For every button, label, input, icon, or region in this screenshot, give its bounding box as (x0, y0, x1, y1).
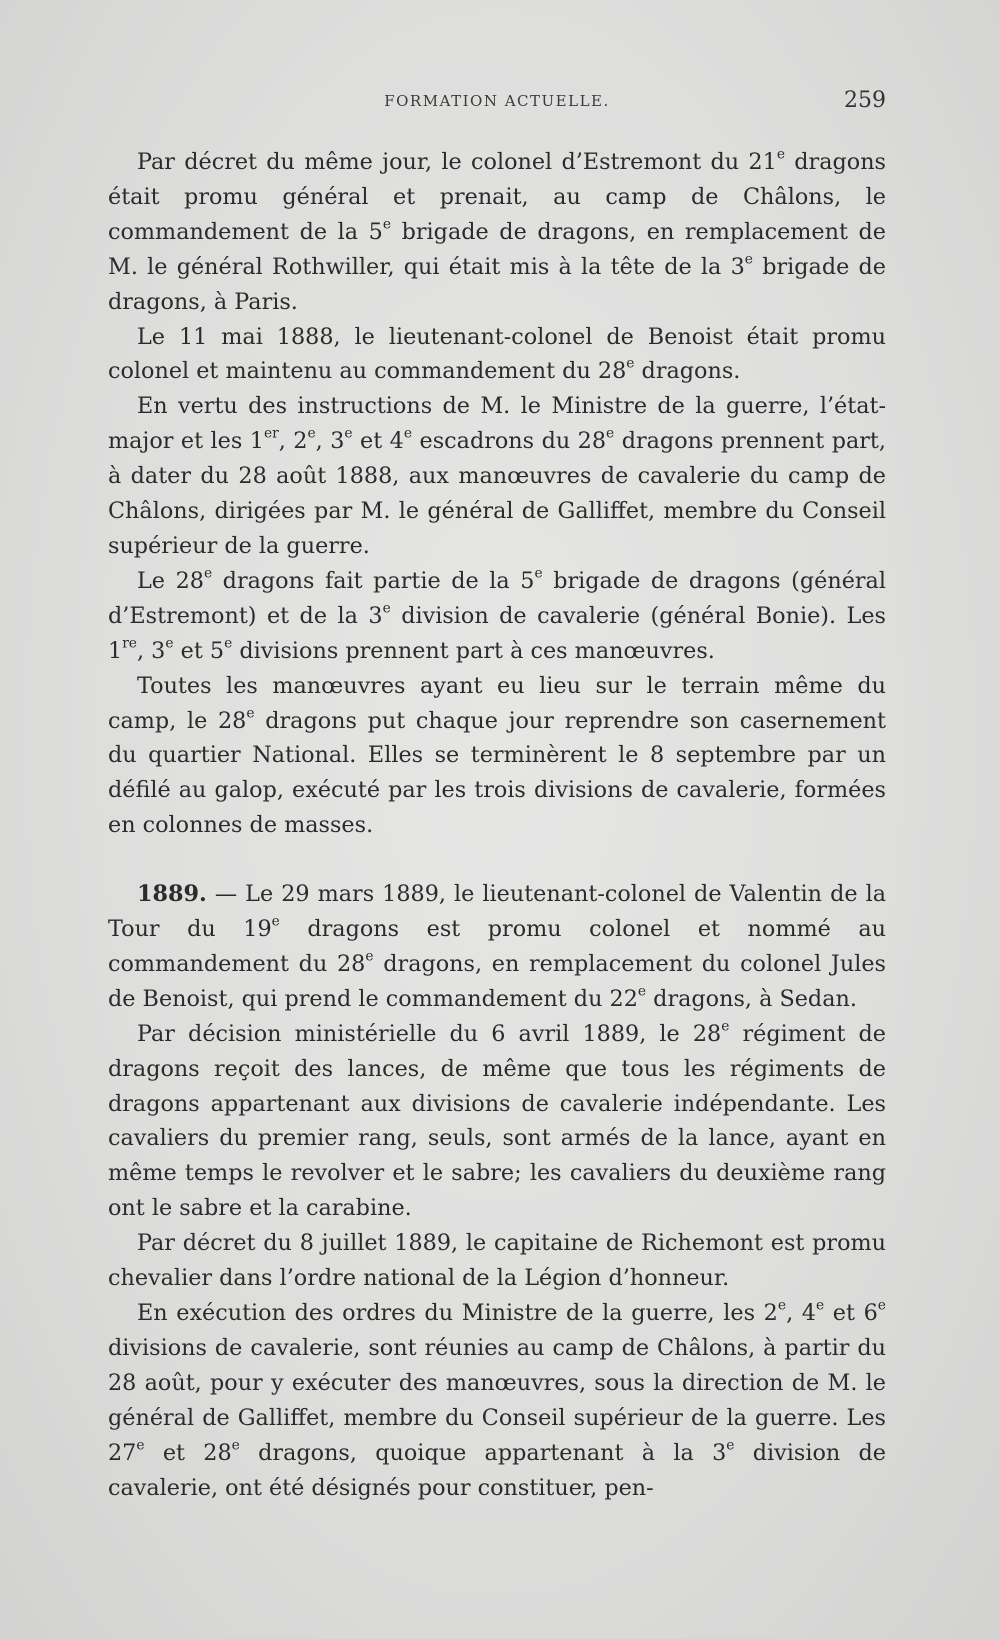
paragraph: Par décision ministérielle du 6 avril 1889, le 28e régiment de dragons reçoit des lances, de même que tous les régiments de dragons appartenant aux divisions de cavalerie indépendante. Les cavaliers du premier rang, seuls, sont armés de la lance, ayant en même temps le revolver et le sabre; les cavaliers du deuxième rang ont le sabre et la carabine. (108, 1018, 887, 1222)
paragraph-1889: 1889. — Le 29 mars 1889, le lieutenant-colonel de Valentin de la Tour du 19e dragons est promu colonel et nommé au commandement du 28e dragons, en remplacement du colonel Jules de Benoist, qui prend le commandement du 22e dragons, à Sedan. (108, 881, 886, 1012)
paragraph: En vertu des instructions de M. le Ministre de la guerre, l’état-major et les 1er, 2e, 3e et 4e escadrons du 28e dragons prennent part, à dater du 28 août 1888, aux manœuvres de cavalerie du camp de Châlons, dirigées par M. le général de Galliffet, membre du Conseil supérieur de la guerre. (108, 393, 886, 559)
paragraph: Par décret du 8 juillet 1889, le capitaine de Richemont est promu chevalier dans l’ordre national de la Légion d’honneur. (108, 1230, 886, 1292)
paragraph: Par décret du même jour, le colonel d’Estremont du 21e dragons était promu général et prenait, au camp de Châlons, le commandement de la 5e brigade de dragons, en remplacement de M. le général Rothwiller, qui était mis à la tête de la 3e brigade de dragons, à Paris. (108, 146, 887, 315)
paragraph: Le 11 mai 1888, le lieutenant-colonel de Benoist était promu colonel et maintenu au commandement du 28e dragons. (108, 323, 886, 385)
paragraph: Toutes les manœuvres ayant eu lieu sur le terrain même du camp, le 28e dragons put chaque jour reprendre son casernement du quartier National. Elles se terminèrent le 8 septembre par un défilé au galop, exécuté par les trois divisions de cavalerie, formées en colonnes de masses. (108, 672, 886, 839)
running-title: FORMATION ACTUELLE. (384, 92, 610, 110)
page-body (108, 145, 886, 1505)
page-header (108, 88, 886, 122)
paragraph: Le 28e dragons fait partie de la 5e brigade de dragons (général d’Estremont) et de la 3e division de cavalerie (général Bonie). Les 1re, 3e et 5e divisions prennent part à ces manœuvres. (108, 565, 886, 664)
page-number: 259 (844, 88, 886, 113)
paragraph: En exécution des ordres du Ministre de la guerre, les 2e, 4e et 6e divisions de cavalerie, sont réunies au camp de Châlons, à partir du 28 août, pour y exécuter des manœuvres, sous la direction de M. le général de Galliffet, membre du Conseil supérieur de la guerre. Les 27e et 28e dragons, quoique appartenant à la 3e division de cavalerie, ont été désignés pour constituer, pen- (108, 1297, 886, 1501)
year-heading: 1889. (137, 881, 207, 908)
